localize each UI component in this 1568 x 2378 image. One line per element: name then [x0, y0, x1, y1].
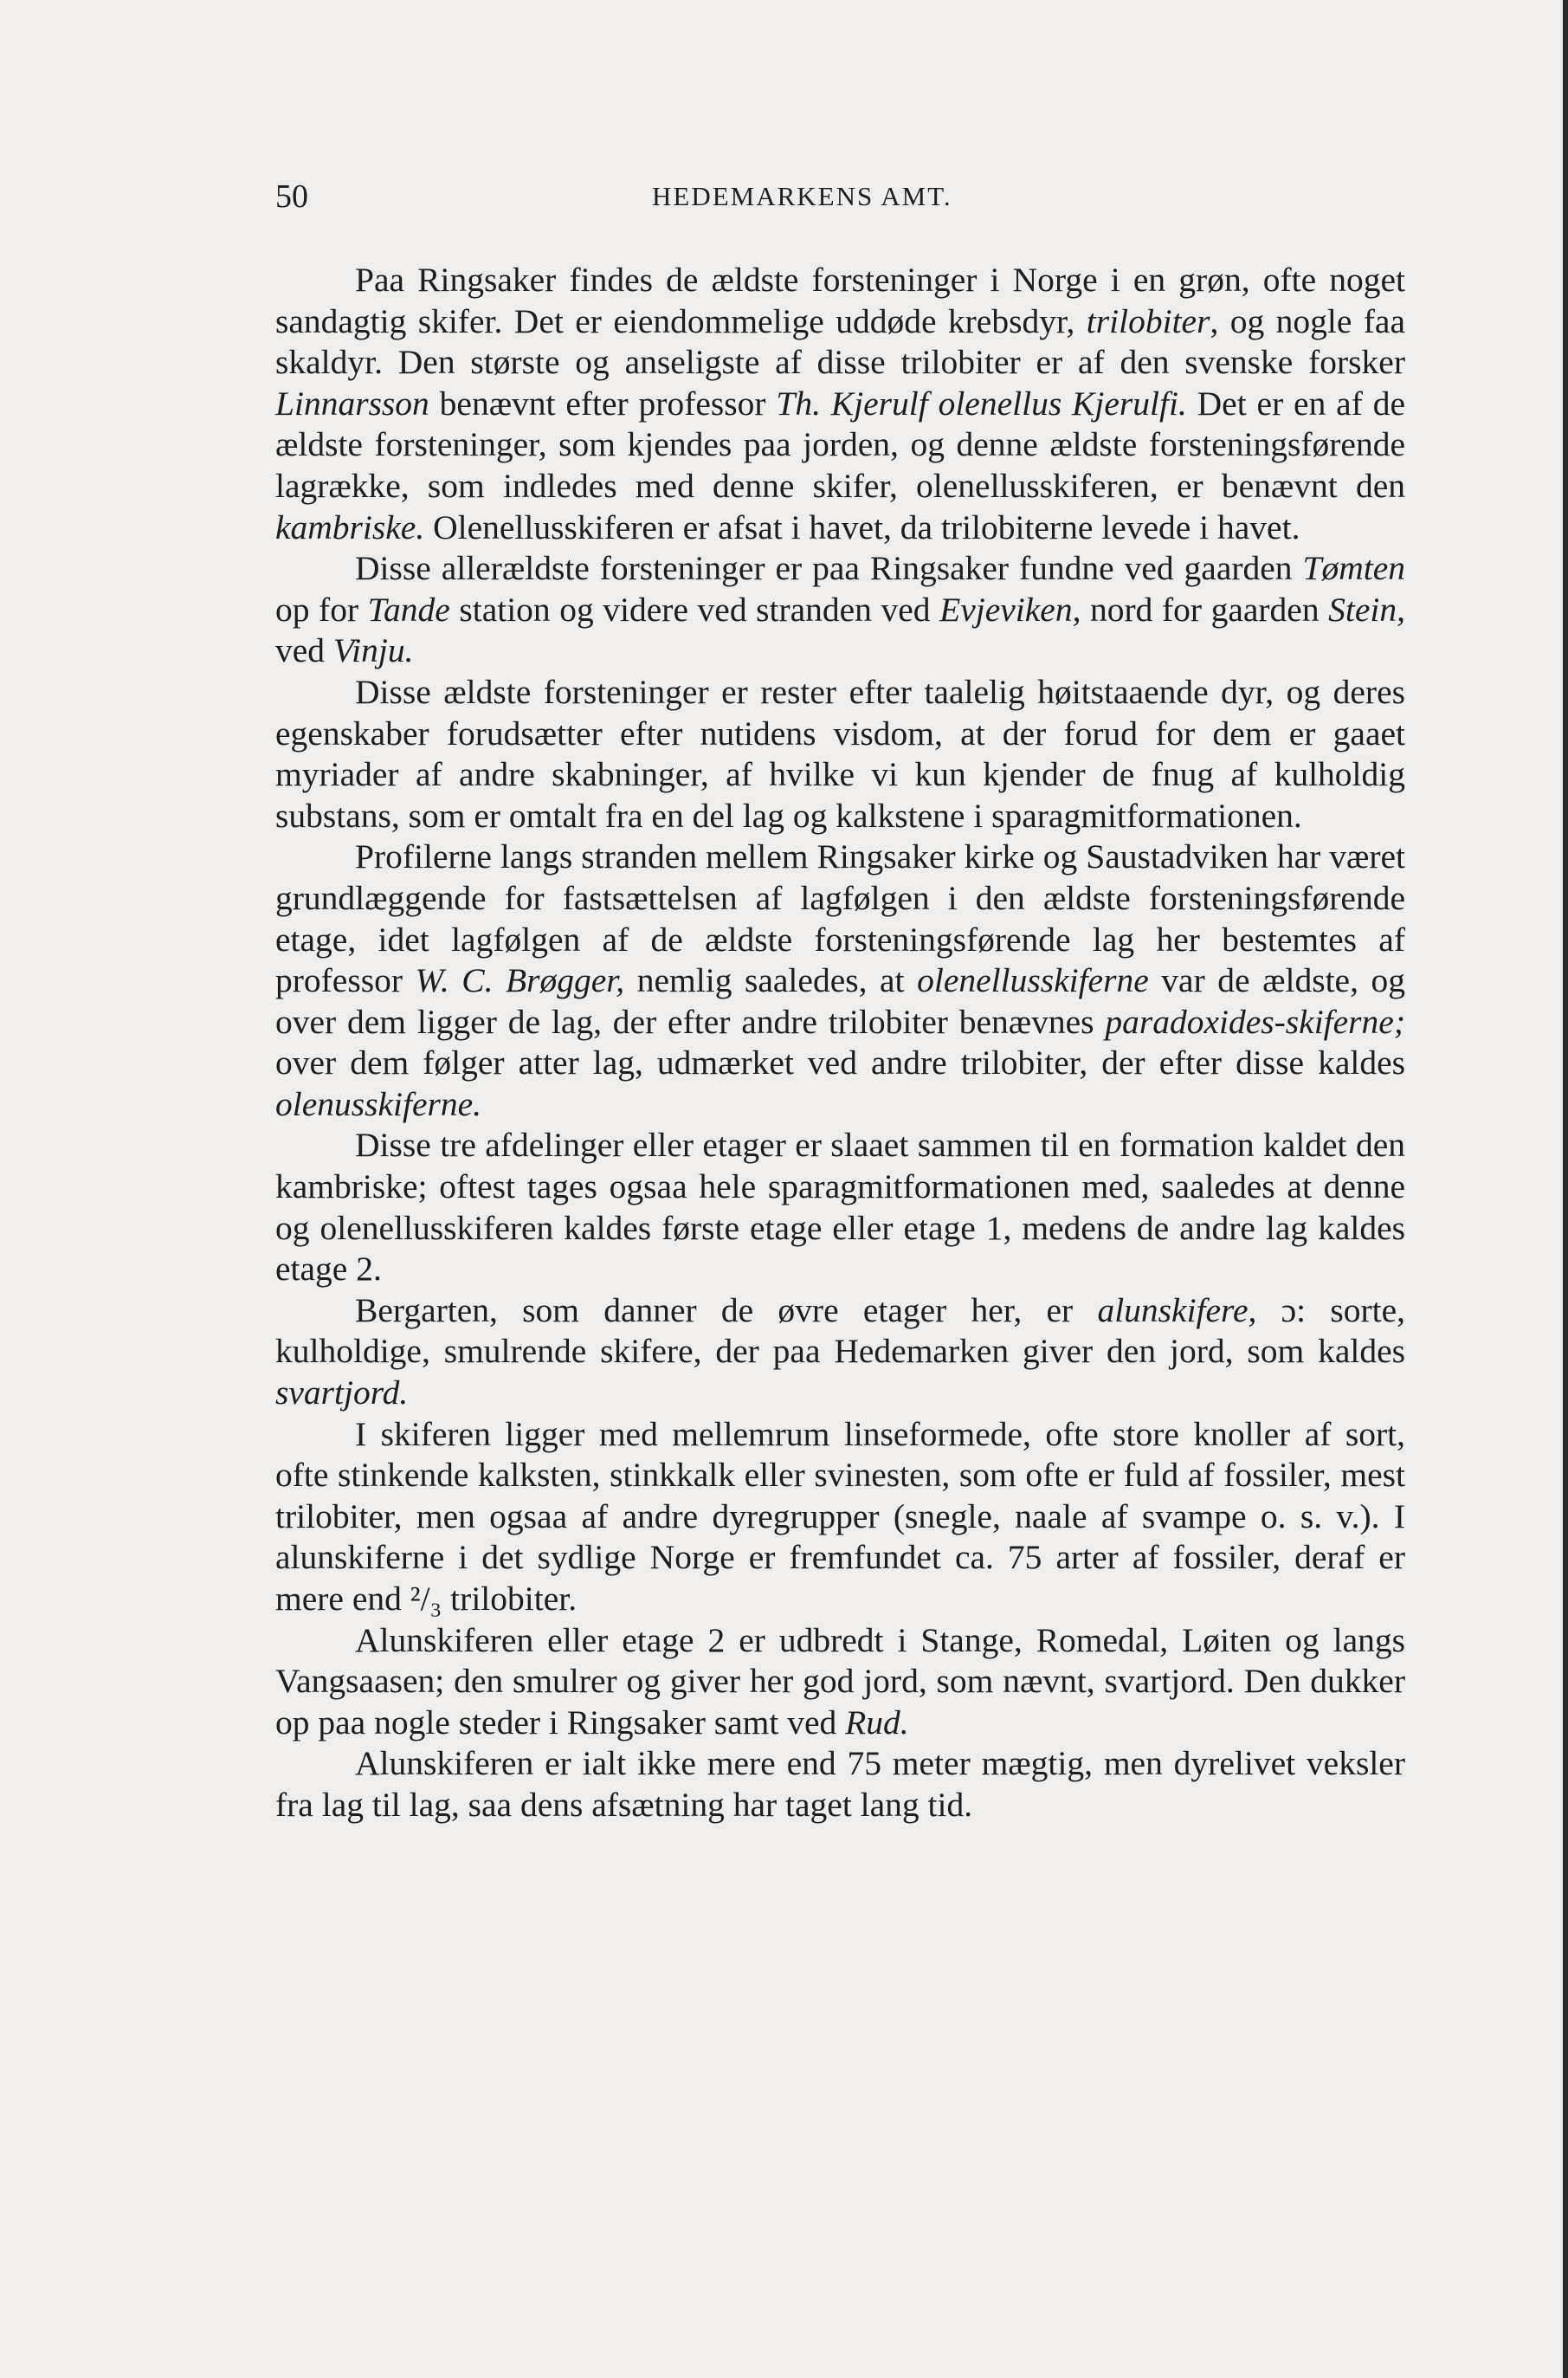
italic-term: Evjeviken, — [939, 590, 1081, 629]
italic-term: Vinju. — [332, 631, 414, 670]
italic-term: paradoxides-skiferne; — [1105, 1002, 1405, 1041]
scan-edge — [1563, 0, 1568, 2378]
italic-term: olenellusskiferne — [917, 961, 1149, 1000]
italic-term: W. C. Brøgger, — [415, 961, 625, 1000]
text-run: , og nogle faa skaldyr. Den største og anseligste af disse trilobiter er af den svenske forsker — [275, 301, 1405, 382]
italic-term: Stein, — [1328, 590, 1405, 629]
italic-term: Linnarsson — [275, 384, 429, 423]
text-run: Alunskiferen eller etage 2 er udbredt i Stange, Romedal, Løiten og langs Vangsaasen; den smulrer og giver her god jord, som nævnt, svartjord. Den dukker op paa nogle steder i Ringsaker samt ved — [275, 1620, 1405, 1741]
text-run: nemlig saaledes, at — [624, 961, 918, 1000]
page-number: 50 — [275, 178, 308, 215]
italic-term: Tømten — [1302, 549, 1405, 588]
italic-term: Rud. — [845, 1703, 909, 1741]
paragraph — [275, 1125, 1405, 1289]
page-header — [275, 178, 1401, 221]
italic-term: Th. Kjerulf olenellus Kjerulfi. — [776, 384, 1187, 423]
text-run: Profilerne langs stranden mellem Ringsaker kirke og Saustadviken har været grundlæggende for fastsættelsen af lagfølgen i den ældste forsteningsførende etage, idet lagfølgen af de ældste forsteningsførende lag her bestemtes af professor — [275, 837, 1405, 1000]
text-run: Disse ældste forsteninger er rester efter taalelig høitstaaende dyr, og deres egenskaber forudsætter efter nutidens visdom, at der forud for dem er gaaet myriader af andre skabninger, af hvilke vi kun kjender de fnug af kulholdig substans, som er omtalt fra en del lag og kalkstene i sparagmitformationen. — [275, 672, 1405, 835]
paragraph — [275, 1743, 1405, 1826]
text-run: var de ældste, og over dem ligger de lag, der efter andre trilobiter benævnes — [275, 961, 1406, 1041]
italic-term: alunskifere, — [1097, 1290, 1257, 1329]
text-run: ved — [275, 631, 333, 670]
text-run: Alunskiferen er ialt ikke mere end 75 meter mægtig, men dyrelivet veksler fra lag til lag, saa dens afsætning har taget lang tid. — [275, 1744, 1405, 1824]
text-run: Bergarten, som danner de øvre etager her, er — [355, 1290, 1098, 1329]
text-run: Det er en af de ældste forsteninger, som kjendes paa jorden, og denne ældste forsteningsførende lagrække, som indledes med denne skifer, olenellusskiferen, er benævnt den — [275, 384, 1405, 505]
text-run: over dem følger atter lag, udmærket ved andre trilobiter, der efter disse kaldes — [275, 1044, 1405, 1082]
paragraph — [275, 260, 1405, 548]
text-run: op for — [275, 590, 368, 629]
text-run: benævnt efter professor — [429, 384, 777, 423]
italic-term: kambriske. — [275, 507, 425, 546]
italic-term: Tande — [367, 590, 450, 629]
paragraph — [275, 548, 1405, 672]
paragraph — [275, 1620, 1405, 1744]
text-run: station og videre ved stranden ved — [449, 590, 940, 629]
text-run: Olenellusskiferen er afsat i havet, da trilobiterne levede i havet. — [424, 507, 1300, 546]
paragraph — [275, 837, 1405, 1125]
italic-term: olenusskiferne. — [275, 1084, 482, 1123]
text-run: ɔ: sorte, kulholdige, smulrende skifere, der paa Hedemarken giver den jord, som kaldes — [275, 1290, 1405, 1371]
italic-term: trilobiter — [1086, 301, 1210, 340]
paragraph — [275, 1290, 1405, 1414]
text-run: nord for gaarden — [1081, 590, 1329, 629]
text-run: Paa Ringsaker findes de ældste forsteninger i Norge i en grøn, ofte noget sandagtig skifer. Det er eiendommelige uddøde krebsdyr, — [275, 261, 1405, 340]
paragraph — [275, 1414, 1405, 1620]
text-run: Disse allerældste forsteninger er paa Ringsaker fundne ved gaarden — [355, 549, 1303, 588]
text-run: Disse tre afdelinger eller etager er slaaet sammen til en formation kaldet den kambriske; oftest tages ogsaa hele sparagmitformationen med, saaledes at denne og olenellusskiferen kaldes første etage eller etage 1, medens de andre lag kaldes etage 2. — [275, 1126, 1405, 1289]
running-head: HEDEMARKENS AMT. — [652, 181, 952, 211]
paragraph — [275, 672, 1405, 837]
text-run: I skiferen ligger med mellemrum linseformede, ofte store knoller af sort, ofte stinkende kalksten, stinkkalk eller svinesten, som ofte er fuld af fossiler, mest trilobiter, men ogsaa af andre dyregrupper (snegle, naale af svampe o. s. v.). I alunskiferne i det sydlige Norge er fremfundet ca. 75 arter af fossiler, deraf er mere end ²/₃ trilobiter. — [275, 1414, 1405, 1618]
body-text — [275, 260, 1405, 1826]
italic-term: svartjord. — [275, 1373, 409, 1412]
